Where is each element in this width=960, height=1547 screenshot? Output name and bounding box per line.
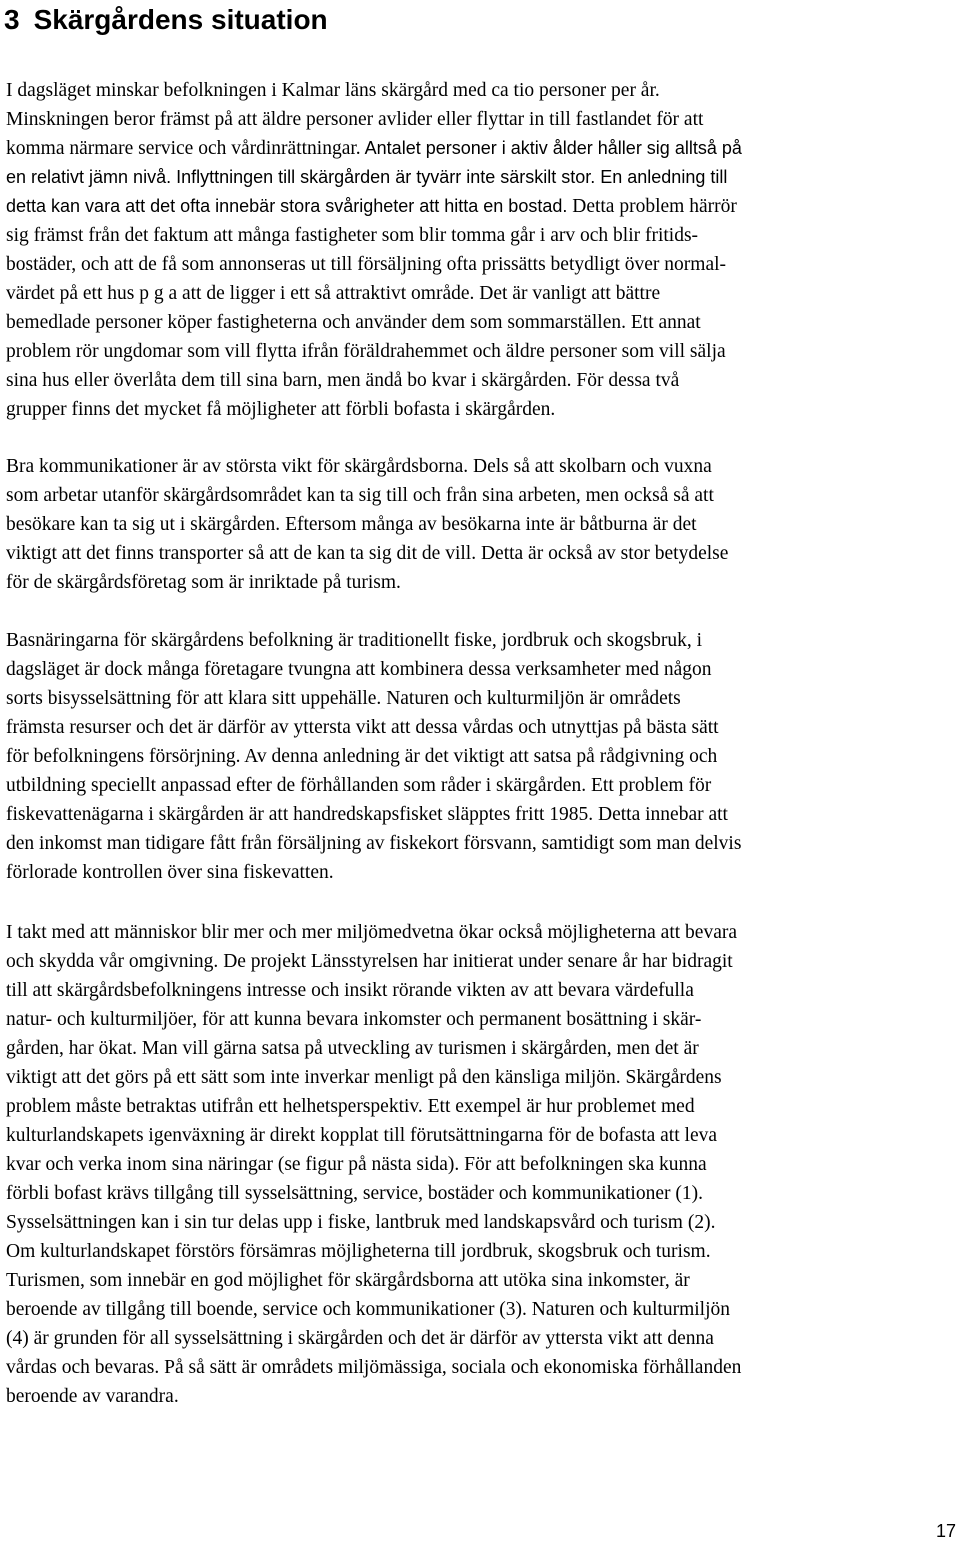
text-segment: De projekt Länsstyrelsen har initierat under senare år har bidragit bbox=[218, 951, 733, 972]
text-segment: Av denna anledning är det viktigt att satsa på rådgivning och bbox=[240, 746, 718, 767]
text-line bbox=[6, 539, 956, 568]
text-line bbox=[6, 1237, 956, 1266]
text-line bbox=[6, 858, 956, 887]
text-segment: Man vill gärna satsa på utveckling av turismen i skärgården, men det är bbox=[137, 1038, 699, 1059]
text-segment: För dessa två bbox=[571, 370, 680, 391]
text-line bbox=[6, 308, 956, 337]
paragraph-communications bbox=[6, 452, 956, 597]
text-line bbox=[6, 800, 956, 829]
text-segment: Ett exempel är hur problemet med bbox=[422, 1096, 695, 1117]
text-segment: Dels så att skolbarn och vuxna bbox=[468, 456, 712, 477]
text-segment: Bra kommunikationer är av största vikt för skärgårdsborna. bbox=[6, 456, 469, 477]
text-line bbox=[6, 134, 956, 163]
paragraph-environment bbox=[6, 918, 956, 1411]
text-line bbox=[6, 510, 956, 539]
text-segment: På så sätt är områdets miljömässiga, sociala och ekonomiska förhållanden bbox=[159, 1357, 742, 1378]
text-segment: Detta är också av stor betydelse bbox=[476, 543, 729, 564]
text-segment: värdet på ett hus p g a att de ligger i ett så attraktivt område. bbox=[6, 283, 475, 304]
text-line bbox=[6, 1324, 956, 1353]
text-segment: För att befolkningen ska kunna bbox=[459, 1154, 707, 1175]
text-segment: kvar och verka inom sina näringar (se figur på nästa sida). bbox=[6, 1154, 460, 1175]
text-line bbox=[6, 163, 956, 192]
text-segment: främsta resurser och det är därför av yttersta vikt att dessa vårdas och utnyttjas på bästa sätt bbox=[6, 717, 719, 738]
section-title: Skärgårdens situation bbox=[33, 4, 328, 35]
text-segment: bemedlade personer köper fastigheterna och använder dem som sommarställen. bbox=[6, 312, 626, 333]
text-segment: fiskevattenägarna i skärgården är att handredskapsfisket släpptes fritt 1985. bbox=[6, 804, 594, 825]
text-segment: sig främst från det faktum att många fastigheter som blir tomma går i arv och blir fritids- bbox=[6, 225, 699, 246]
text-segment: viktigt att det finns transporter så att de kan ta sig dit de vill. bbox=[6, 543, 477, 564]
text-segment: problem måste betraktas utifrån ett helhetsperspektiv. bbox=[6, 1096, 423, 1117]
text-segment: den inkomst man tidigare fått från försäljning av fiskekort försvann, samtidigt som man delvis bbox=[6, 833, 742, 854]
text-segment: förbli bofast krävs tillgång till sysselsättning, service, bostäder och kommunikationer (1). bbox=[6, 1183, 703, 1204]
text-line bbox=[6, 366, 956, 395]
text-line bbox=[6, 1063, 956, 1092]
text-segment: bostäder, och att de få som annonseras ut till försäljning ofta prissätts betydligt över normal- bbox=[6, 254, 727, 275]
text-segment: Naturen och kulturmiljön är områdets bbox=[381, 688, 681, 709]
text-line bbox=[6, 1295, 956, 1324]
text-segment: Det är vanligt att bättre bbox=[474, 283, 661, 304]
text-line bbox=[6, 279, 956, 308]
text-line bbox=[6, 76, 956, 105]
text-segment: förlorade kontrollen över sina fiskevatten. bbox=[6, 862, 334, 883]
text-segment: komma närmare service och vårdinrättningar. bbox=[6, 138, 361, 159]
text-segment: I takt med att människor blir mer och mer miljömedvetna ökar också möjligheterna att bevara bbox=[6, 922, 738, 943]
text-line bbox=[6, 568, 956, 597]
text-segment: sina hus eller överlåta dem till sina barn, men ändå bo kvar i skärgården. bbox=[6, 370, 572, 391]
text-segment: som arbetar utanför skärgårdsområdet kan ta sig till och från sina arbeten, men också så att bbox=[6, 485, 714, 506]
text-line bbox=[6, 452, 956, 481]
text-line bbox=[6, 395, 956, 424]
text-line bbox=[6, 626, 956, 655]
text-line bbox=[6, 481, 956, 510]
text-line bbox=[6, 713, 956, 742]
text-segment: I dagsläget minskar befolkningen i Kalmar läns skärgård med ca tio personer per år. bbox=[6, 80, 660, 101]
text-segment: vårdas och bevaras. bbox=[6, 1357, 160, 1378]
text-segment: gården, har ökat. bbox=[6, 1038, 138, 1059]
text-line bbox=[6, 829, 956, 858]
text-line bbox=[6, 1034, 956, 1063]
text-segment: besökare kan ta sig ut i skärgården. bbox=[6, 514, 281, 535]
text-segment: Detta innebar att bbox=[593, 804, 728, 825]
text-line bbox=[6, 1005, 956, 1034]
text-segment: Turismen, som innebär en god möjlighet för skärgårdsborna att utöka sina inkomster, är bbox=[6, 1270, 690, 1291]
text-segment: kulturlandskapets igenväxning är direkt kopplat till förutsättningarna för de bofasta att leva bbox=[6, 1125, 717, 1146]
paragraph-population bbox=[6, 76, 956, 424]
text-segment: till att skärgårdsbefolkningens intresse och insikt rörande vikten av att bevara värdefulla bbox=[6, 980, 694, 1001]
text-segment: Skärgårdens bbox=[620, 1067, 722, 1088]
text-segment: beroende av varandra. bbox=[6, 1386, 179, 1407]
text-segment: Sysselsättningen kan i sin tur delas upp i fiske, lantbruk med landskapsvård och turism (2). bbox=[6, 1212, 716, 1233]
text-segment: sorts bisysselsättning för att klara sitt uppehälle. bbox=[6, 688, 382, 709]
text-line bbox=[6, 918, 956, 947]
text-segment: Basnäringarna för skärgårdens befolkning är traditionellt fiske, jordbruk och skogsbruk, i bbox=[6, 630, 703, 651]
text-segment: problem rör ungdomar som vill flytta ifrån föräldrahemmet och äldre personer som vill sälja bbox=[6, 341, 726, 362]
text-line bbox=[6, 221, 956, 250]
text-segment: en relativt jämn nivå. Inflyttningen till skärgården är tyvärr inte särskilt stor. bbox=[6, 167, 596, 187]
text-line bbox=[6, 1121, 956, 1150]
section-number: 3 bbox=[4, 4, 20, 35]
section-heading bbox=[4, 2, 328, 38]
text-line bbox=[6, 1382, 956, 1411]
text-line bbox=[6, 192, 956, 221]
text-line bbox=[6, 1092, 956, 1121]
text-line bbox=[6, 742, 956, 771]
text-line bbox=[6, 655, 956, 684]
text-line bbox=[6, 1266, 956, 1295]
text-segment: för de skärgårdsföretag som är inriktade på turism. bbox=[6, 572, 401, 593]
text-segment: Ett problem för bbox=[586, 775, 712, 796]
text-line bbox=[6, 976, 956, 1005]
text-segment: grupper finns det mycket få möjligheter att förbli bofasta i skärgården. bbox=[6, 399, 556, 420]
text-line bbox=[6, 1353, 956, 1382]
text-segment: Eftersom många av besökarna inte är båtburna är det bbox=[280, 514, 697, 535]
text-segment: (4) är grunden för all sysselsättning i skärgården och det är därför av yttersta vikt att denna bbox=[6, 1328, 714, 1349]
text-line bbox=[6, 250, 956, 279]
text-line bbox=[6, 947, 956, 976]
text-segment: Detta problem härrör bbox=[567, 196, 737, 217]
text-line bbox=[6, 337, 956, 366]
text-segment: Ett annat bbox=[625, 312, 701, 333]
paragraph-industries bbox=[6, 626, 956, 887]
text-line bbox=[6, 771, 956, 800]
text-line bbox=[6, 1150, 956, 1179]
text-segment: En anledning till bbox=[595, 167, 728, 187]
text-segment: Antalet personer i aktiv ålder håller sig alltså på bbox=[360, 138, 742, 158]
text-segment: detta kan vara att det ofta innebär stora svårigheter att hitta en bostad. bbox=[6, 196, 568, 216]
text-segment: Minskningen beror främst på att äldre personer avlider eller flyttar in till fastlandet för att bbox=[6, 109, 704, 130]
text-segment: Naturen och kulturmiljön bbox=[526, 1299, 731, 1320]
text-segment: för befolkningens försörjning. bbox=[6, 746, 241, 767]
text-segment: och skydda vår omgivning. bbox=[6, 951, 219, 972]
text-line bbox=[6, 1179, 956, 1208]
text-line bbox=[6, 1208, 956, 1237]
text-segment: dagsläget är dock många företagare tvungna att kombinera dessa verksamheter med någon bbox=[6, 659, 712, 680]
text-segment: viktigt att det görs på ett sätt som inte inverkar menligt på den känsliga miljön. bbox=[6, 1067, 621, 1088]
text-segment: natur- och kulturmiljöer, för att kunna bevara inkomster och permanent bosättning i skär- bbox=[6, 1009, 702, 1030]
text-segment: Om kulturlandskapet förstörs försämras möjligheterna till jordbruk, skogsbruk och turism. bbox=[6, 1241, 711, 1262]
text-line bbox=[6, 684, 956, 713]
text-segment: utbildning speciellt anpassad efter de förhållanden som råder i skärgården. bbox=[6, 775, 587, 796]
text-segment: beroende av tillgång till boende, service och kommunikationer (3). bbox=[6, 1299, 527, 1320]
page-number: 17 bbox=[935, 1521, 956, 1541]
text-line bbox=[6, 105, 956, 134]
